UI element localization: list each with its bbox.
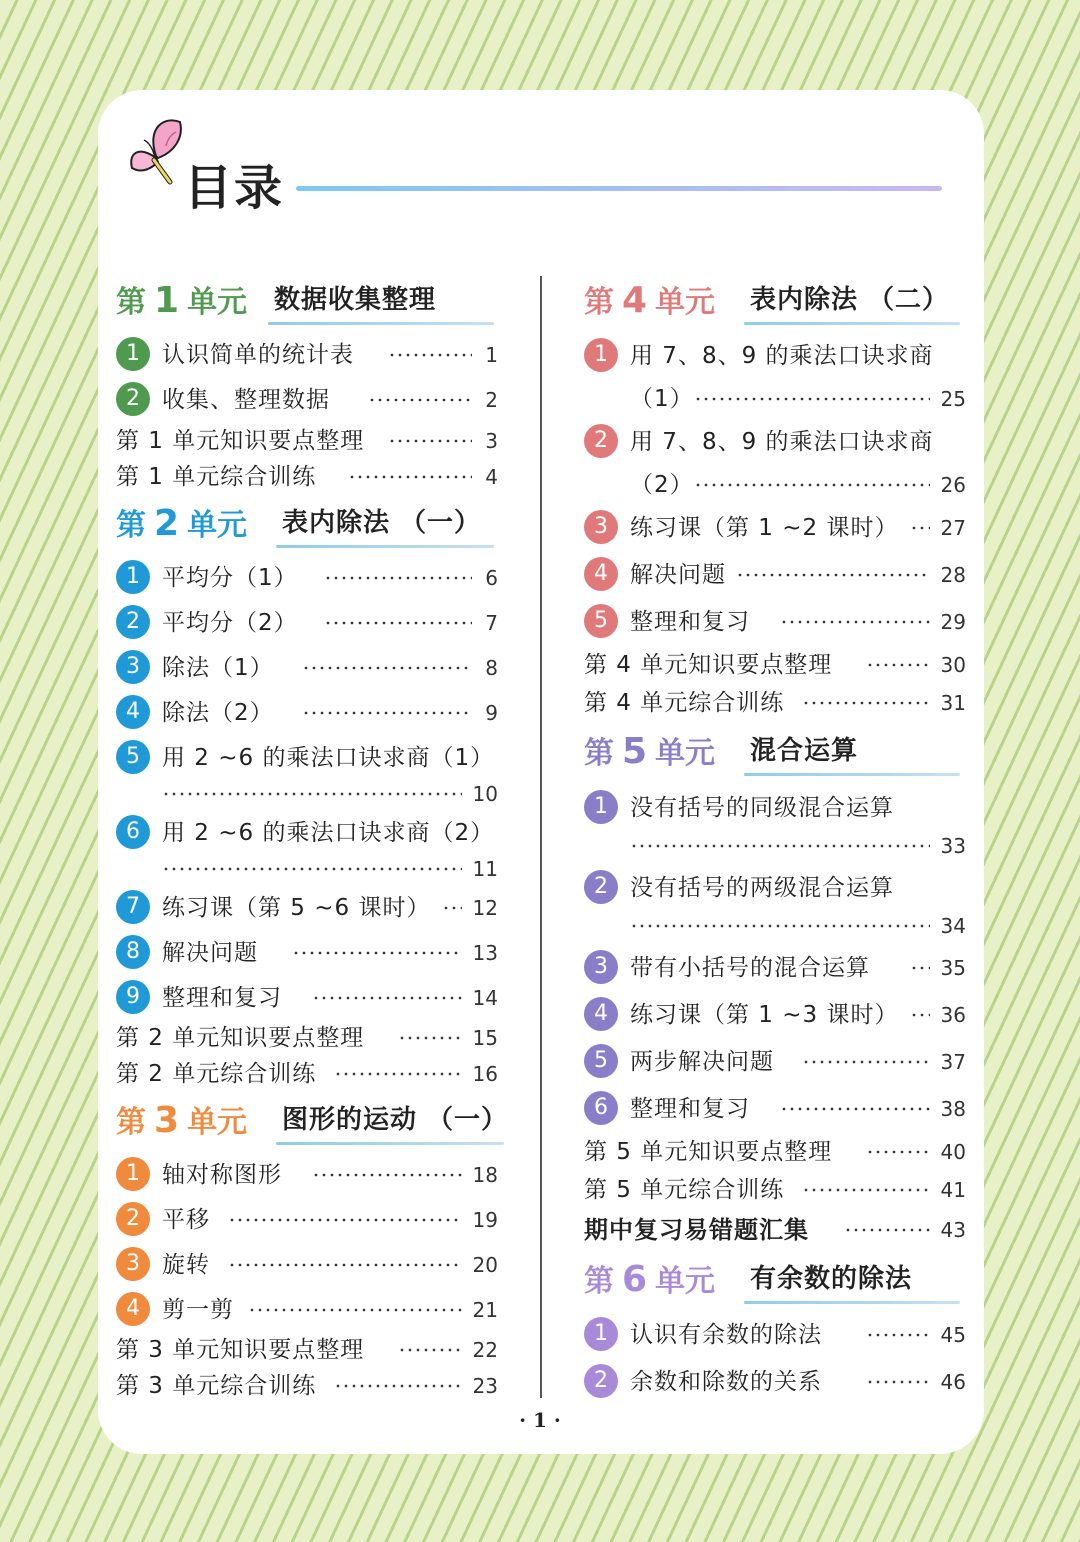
toc-entry[interactable]	[116, 693, 498, 733]
dot-leader	[334, 1384, 462, 1388]
item-number-badge: 6	[116, 815, 150, 849]
dot-leader	[312, 1173, 462, 1177]
page-number-ref: 14	[472, 986, 498, 1010]
entry-title: 没有括号的同级混合运算	[630, 795, 894, 821]
page-number-ref: 34	[940, 914, 966, 938]
entry-title: 整理和复习	[630, 609, 750, 635]
page-number: · 1 ·	[519, 1408, 561, 1432]
dot-leader	[312, 996, 462, 1000]
dot-leader	[802, 1060, 930, 1064]
unit-suffix: 单元	[655, 285, 716, 320]
page-number-ref: 29	[940, 610, 966, 634]
page-number-ref: 8	[485, 656, 498, 680]
unit-header	[584, 276, 966, 326]
dot-leader	[388, 353, 472, 357]
page-number-ref: 22	[472, 1338, 498, 1362]
item-number-badge: 5	[584, 1044, 618, 1078]
entry-title: 第 4 单元知识要点整理	[584, 652, 833, 678]
unit-label	[116, 1096, 247, 1148]
page-number-ref: 19	[472, 1208, 498, 1232]
entry-title: 认识简单的统计表	[162, 342, 354, 368]
unit-underline	[744, 322, 960, 325]
page-number-ref: 15	[472, 1026, 498, 1050]
item-number-badge: 1	[116, 337, 150, 371]
item-number-badge: 1	[116, 560, 150, 594]
toc-entry[interactable]	[584, 788, 966, 858]
page-number-ref: 9	[485, 701, 498, 725]
dot-leader	[802, 701, 930, 705]
item-number-badge: 5	[584, 604, 618, 638]
toc-entry[interactable]	[116, 380, 498, 420]
toc-entry[interactable]	[116, 335, 498, 375]
item-number-badge: 1	[116, 1157, 150, 1191]
entry-title: 除法（1）	[162, 655, 274, 681]
page-number-ref: 45	[940, 1323, 966, 1347]
item-number-badge: 3	[116, 650, 150, 684]
entry-title: 期中复习易错题汇集	[584, 1216, 809, 1244]
page-number-ref: 21	[472, 1298, 498, 1322]
toc-entry[interactable]	[116, 558, 498, 598]
page-number-ref: 12	[472, 896, 498, 920]
entry-title: 平移	[162, 1207, 210, 1233]
page-number-ref: 43	[940, 1218, 966, 1242]
entry-title: 用 2 ~6 的乘法口诀求商（1）	[162, 745, 495, 771]
entry-title: 整理和复习	[162, 985, 282, 1011]
dot-leader	[910, 966, 930, 970]
toc-entry[interactable]	[584, 1170, 966, 1210]
unit-underline	[268, 322, 494, 325]
entry-title: 用 7、8、9 的乘法口诀求商	[630, 429, 934, 455]
unit-prefix: 第	[116, 508, 146, 543]
dot-leader	[866, 663, 930, 667]
dot-leader	[162, 867, 462, 871]
dot-leader	[324, 621, 472, 625]
dot-leader	[802, 1188, 930, 1192]
unit-title: 表内除法 （一）	[282, 508, 482, 538]
entry-title: 练习课（第 5 ~6 课时）	[162, 895, 431, 921]
page-number-ref: 16	[472, 1062, 498, 1086]
dot-leader	[630, 924, 930, 928]
toc-entry[interactable]	[584, 948, 966, 988]
page-number-ref: 41	[940, 1178, 966, 1202]
entry-title: 第 3 单元知识要点整理	[116, 1337, 365, 1363]
toc-entry[interactable]	[116, 457, 498, 497]
item-number-badge: 2	[584, 424, 618, 458]
dot-leader	[348, 475, 472, 479]
entry-title: 第 4 单元综合训练	[584, 690, 785, 716]
unit-prefix: 第	[584, 285, 614, 320]
page-number-ref: 4	[485, 465, 498, 489]
dot-leader	[694, 397, 930, 401]
dot-leader	[694, 483, 930, 487]
unit-prefix: 第	[584, 736, 614, 771]
unit-label	[584, 1255, 715, 1307]
entry-title: 用 7、8、9 的乘法口诀求商	[630, 343, 934, 369]
page-number-ref: 40	[940, 1140, 966, 1164]
toc-entry[interactable]	[584, 868, 966, 938]
dot-leader	[780, 620, 930, 624]
title-underline	[296, 186, 942, 191]
page-number-ref: 36	[940, 1003, 966, 1027]
toc-entry[interactable]	[584, 336, 966, 412]
item-number-badge: 3	[584, 950, 618, 984]
item-number-badge: 2	[116, 382, 150, 416]
toc-entry[interactable]	[116, 1054, 498, 1094]
unit-underline	[276, 545, 494, 548]
toc-entry[interactable]	[584, 1089, 966, 1129]
column-divider	[540, 276, 542, 1398]
entry-title: 轴对称图形	[162, 1162, 282, 1188]
unit-header	[116, 1096, 509, 1146]
entry-title: 剪一剪	[162, 1297, 234, 1323]
toc-entry[interactable]	[584, 1042, 966, 1082]
item-number-badge: 7	[116, 890, 150, 924]
entry-title: 收集、整理数据	[162, 387, 330, 413]
page-number-ref: 1	[485, 343, 498, 367]
page-number-ref: 28	[940, 563, 966, 587]
unit-header	[584, 727, 966, 777]
unit-number: 5	[622, 731, 648, 772]
unit-header	[116, 499, 498, 549]
page-number-ref: 26	[940, 473, 966, 497]
entry-title: 除法（2）	[162, 700, 274, 726]
entry-title: 带有小括号的混合运算	[630, 955, 870, 981]
page-number-ref: 23	[472, 1374, 498, 1398]
item-number-badge: 1	[584, 338, 618, 372]
entry-subtitle: （1）	[630, 386, 694, 412]
entry-title: 两步解决问题	[630, 1049, 774, 1075]
unit-suffix: 单元	[655, 1264, 716, 1299]
page-number-ref: 38	[940, 1097, 966, 1121]
toc-entry[interactable]	[116, 933, 498, 973]
unit-title: 表内除法 （二）	[750, 285, 950, 315]
item-number-badge: 1	[584, 790, 618, 824]
dot-leader	[302, 711, 472, 715]
unit-title: 数据收集整理	[274, 285, 437, 315]
dot-leader	[630, 844, 930, 848]
toc-entry[interactable]	[116, 888, 498, 928]
unit-underline	[744, 773, 960, 776]
item-number-badge: 4	[116, 695, 150, 729]
page-number-ref: 25	[940, 387, 966, 411]
unit-underline	[276, 1142, 504, 1145]
toc-entry[interactable]	[584, 995, 966, 1035]
unit-suffix: 单元	[187, 1105, 248, 1140]
unit-prefix: 第	[584, 1264, 614, 1299]
unit-title: 有余数的除法	[750, 1264, 913, 1294]
page-number-ref: 33	[940, 834, 966, 858]
dot-leader	[442, 906, 462, 910]
page-number-ref: 11	[472, 857, 498, 881]
toc-entry[interactable]	[116, 1290, 498, 1330]
entry-title: 第 2 单元综合训练	[116, 1061, 317, 1087]
dot-leader	[388, 439, 472, 443]
dot-leader	[910, 1013, 930, 1017]
unit-header	[584, 1255, 966, 1305]
entry-title: 第 5 单元综合训练	[584, 1177, 785, 1203]
dot-leader	[398, 1036, 462, 1040]
toc-entry[interactable]	[116, 813, 498, 881]
toc-entry[interactable]	[116, 1200, 498, 1240]
toc-entry[interactable]	[584, 1362, 966, 1402]
entry-title: 认识有余数的除法	[630, 1322, 822, 1348]
unit-number: 1	[154, 280, 180, 321]
toc-entry[interactable]	[584, 422, 966, 498]
page-number-ref: 31	[940, 691, 966, 715]
toc-entry[interactable]	[116, 1245, 498, 1285]
item-number-badge: 4	[584, 997, 618, 1031]
dot-leader	[248, 1308, 462, 1312]
dot-leader	[866, 1333, 930, 1337]
toc-entry[interactable]	[116, 603, 498, 643]
toc-entry[interactable]	[584, 508, 966, 548]
dot-leader	[736, 573, 930, 577]
unit-number: 2	[154, 503, 180, 544]
item-number-badge: 4	[584, 557, 618, 591]
unit-label	[584, 727, 715, 779]
entry-title: 第 1 单元知识要点整理	[116, 428, 365, 454]
toc-entry[interactable]	[116, 1155, 498, 1195]
entry-title: 没有括号的两级混合运算	[630, 875, 894, 901]
entry-title: 练习课（第 1 ~2 课时）	[630, 515, 899, 541]
entry-title: 旋转	[162, 1252, 210, 1278]
entry-title: 第 3 单元综合训练	[116, 1373, 317, 1399]
unit-suffix: 单元	[187, 285, 248, 320]
unit-label	[584, 276, 715, 328]
page-number-ref: 37	[940, 1050, 966, 1074]
unit-label	[116, 499, 247, 551]
toc-entry[interactable]	[116, 421, 498, 461]
unit-number: 4	[622, 280, 648, 321]
dot-leader	[334, 1072, 462, 1076]
unit-header	[116, 276, 498, 326]
item-number-badge: 6	[584, 1091, 618, 1125]
unit-suffix: 单元	[187, 508, 248, 543]
toc-entry[interactable]	[116, 1330, 498, 1370]
toc-entry[interactable]	[116, 738, 498, 806]
item-number-badge: 3	[116, 1247, 150, 1281]
entry-title: 解决问题	[162, 940, 258, 966]
page-number-ref: 46	[940, 1370, 966, 1394]
toc-entry[interactable]	[584, 1315, 966, 1355]
dot-leader	[844, 1228, 930, 1232]
page-number-ref: 18	[472, 1163, 498, 1187]
unit-prefix: 第	[116, 285, 146, 320]
entry-subtitle: （2）	[630, 472, 694, 498]
item-number-badge: 1	[584, 1317, 618, 1351]
page-number-ref: 7	[485, 611, 498, 635]
dot-leader	[228, 1218, 462, 1222]
entry-title: 第 5 单元知识要点整理	[584, 1139, 833, 1165]
dot-leader	[866, 1150, 930, 1154]
dot-leader	[302, 666, 472, 670]
unit-label	[116, 276, 247, 328]
entry-title: 解决问题	[630, 562, 726, 588]
butterfly-icon	[126, 116, 190, 192]
item-number-badge: 2	[584, 870, 618, 904]
unit-title: 混合运算	[750, 736, 859, 766]
entry-title: 余数和除数的关系	[630, 1369, 822, 1395]
page-number-ref: 3	[485, 429, 498, 453]
dot-leader	[910, 526, 930, 530]
item-number-badge: 8	[116, 935, 150, 969]
dot-leader	[162, 792, 462, 796]
item-number-badge: 2	[584, 1364, 618, 1398]
unit-prefix: 第	[116, 1105, 146, 1140]
dot-leader	[866, 1380, 930, 1384]
unit-title: 图形的运动 （一）	[282, 1105, 509, 1135]
dot-leader	[228, 1263, 462, 1267]
item-number-badge: 2	[116, 605, 150, 639]
page-number-ref: 27	[940, 516, 966, 540]
dot-leader	[780, 1107, 930, 1111]
entry-title: 平均分（1）	[162, 565, 298, 591]
page-number-ref: 30	[940, 653, 966, 677]
toc-entry[interactable]	[584, 1210, 966, 1250]
entry-title: 练习课（第 1 ~3 课时）	[630, 1002, 899, 1028]
item-number-badge: 3	[584, 510, 618, 544]
unit-suffix: 单元	[655, 736, 716, 771]
entry-title: 整理和复习	[630, 1096, 750, 1122]
toc-entry[interactable]	[584, 683, 966, 723]
page-number-ref: 20	[472, 1253, 498, 1277]
entry-title: 用 2 ~6 的乘法口诀求商（2）	[162, 820, 495, 846]
page-number-ref: 6	[485, 566, 498, 590]
toc-entry[interactable]	[116, 648, 498, 688]
toc-entry[interactable]	[584, 602, 966, 642]
toc-entry[interactable]	[116, 1018, 498, 1058]
dot-leader	[368, 398, 472, 402]
item-number-badge: 4	[116, 1292, 150, 1326]
dot-leader	[324, 576, 472, 580]
item-number-badge: 2	[116, 1202, 150, 1236]
toc-entry[interactable]	[116, 978, 498, 1018]
page-number-ref: 13	[472, 941, 498, 965]
dot-leader	[292, 951, 462, 955]
entry-title: 第 2 单元知识要点整理	[116, 1025, 365, 1051]
item-number-badge: 9	[116, 980, 150, 1014]
toc-entry[interactable]	[584, 1132, 966, 1172]
item-number-badge: 5	[116, 740, 150, 774]
unit-number: 6	[622, 1259, 648, 1300]
page-title: 目录	[184, 160, 285, 216]
unit-underline	[744, 1301, 960, 1304]
entry-title: 平均分（2）	[162, 610, 298, 636]
page-number-ref: 35	[940, 956, 966, 980]
toc-entry[interactable]	[584, 555, 966, 595]
entry-title: 第 1 单元综合训练	[116, 464, 317, 490]
toc-entry[interactable]	[584, 645, 966, 685]
dot-leader	[398, 1348, 462, 1352]
toc-entry[interactable]	[116, 1366, 498, 1406]
page-number-ref: 2	[485, 388, 498, 412]
unit-number: 3	[154, 1100, 180, 1141]
page-number-ref: 10	[472, 782, 498, 806]
